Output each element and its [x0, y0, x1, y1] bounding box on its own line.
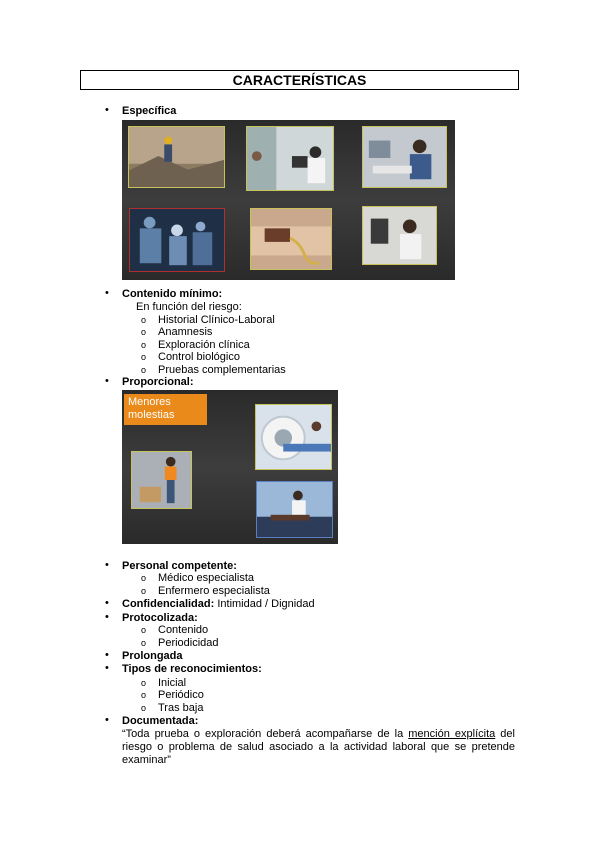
sub-bullet: o — [141, 573, 147, 583]
proporcional-label: Proporcional: — [122, 376, 194, 388]
bullet: • — [105, 375, 109, 387]
photo-eye-exam — [362, 206, 437, 265]
sub-bullet: o — [141, 703, 147, 713]
tipos-label: Tipos de reconocimientos: — [122, 663, 262, 675]
bullet: • — [105, 597, 109, 609]
sub-bullet: o — [141, 625, 147, 635]
bullet: • — [105, 287, 109, 299]
prolongada-label: Prolongada — [122, 650, 183, 662]
contenido-intro: En función del riesgo: — [136, 301, 242, 313]
sub-bullet: o — [141, 690, 147, 700]
bullet: • — [105, 559, 109, 571]
sub-bullet: o — [141, 586, 147, 596]
tipos-item: Periódico — [158, 689, 204, 701]
documentada-quote — [122, 728, 519, 767]
sub-bullet: o — [141, 638, 147, 648]
bullet: • — [105, 662, 109, 674]
photo-physio-exam — [256, 481, 333, 538]
confidencialidad-line — [122, 598, 315, 611]
sub-bullet: o — [141, 315, 147, 325]
bullet: • — [105, 611, 109, 623]
tipos-item: Tras baja — [158, 702, 204, 714]
photo-worker-lifting — [131, 451, 192, 509]
tipos-item: Inicial — [158, 677, 187, 689]
menores-molestias-caption: Menores molestias — [124, 394, 207, 425]
quote-text: “Toda prueba o exploración deberá acompañarse de la — [122, 728, 409, 740]
bullet: • — [105, 649, 109, 661]
personal-item: Médico especialista — [158, 572, 254, 584]
sub-bullet: o — [141, 340, 147, 350]
confidencialidad-label: Confidencialidad: — [122, 598, 215, 610]
confidencialidad-value: Intimidad / Dignidad — [214, 598, 315, 610]
personal-label: Personal competente: — [122, 560, 237, 572]
sub-bullet: o — [141, 327, 147, 337]
protocolizada-item: Contenido — [158, 624, 209, 636]
personal-item: Enfermero especialista — [158, 585, 270, 597]
quote-underlined: mención explícita — [408, 728, 496, 740]
protocolizada-item: Periodicidad — [158, 637, 219, 649]
quote-text: del riesgo o problema de salud asociado a la actividad laboral que se pretende examinar” — [122, 728, 519, 766]
contenido-item: Anamnesis — [158, 326, 213, 338]
photo-ct-scanner — [255, 404, 332, 470]
contenido-item: Historial Clínico-Laboral — [158, 314, 275, 326]
bullet: • — [105, 104, 109, 116]
bullet: • — [105, 714, 109, 726]
photo-computer-worker — [362, 126, 447, 188]
contenido-label: Contenido mínimo: — [122, 288, 223, 300]
especifica-photo-panel — [122, 120, 455, 280]
protocolizada-label: Protocolizada: — [122, 612, 198, 624]
photo-construction — [128, 126, 225, 188]
sub-bullet: o — [141, 678, 147, 688]
photo-blood-pressure — [250, 208, 332, 270]
contenido-item: Pruebas complementarias — [158, 364, 286, 376]
especifica-label: Específica — [122, 105, 177, 117]
contenido-item: Control biológico — [158, 351, 240, 363]
photo-clinic-computer — [246, 126, 334, 191]
documentada-label: Documentada: — [122, 715, 199, 727]
sub-bullet: o — [141, 365, 147, 375]
contenido-item: Exploración clínica — [158, 339, 250, 351]
sub-bullet: o — [141, 352, 147, 362]
page-title: CARACTERÍSTICAS — [80, 70, 519, 90]
photo-surgery — [129, 208, 225, 272]
